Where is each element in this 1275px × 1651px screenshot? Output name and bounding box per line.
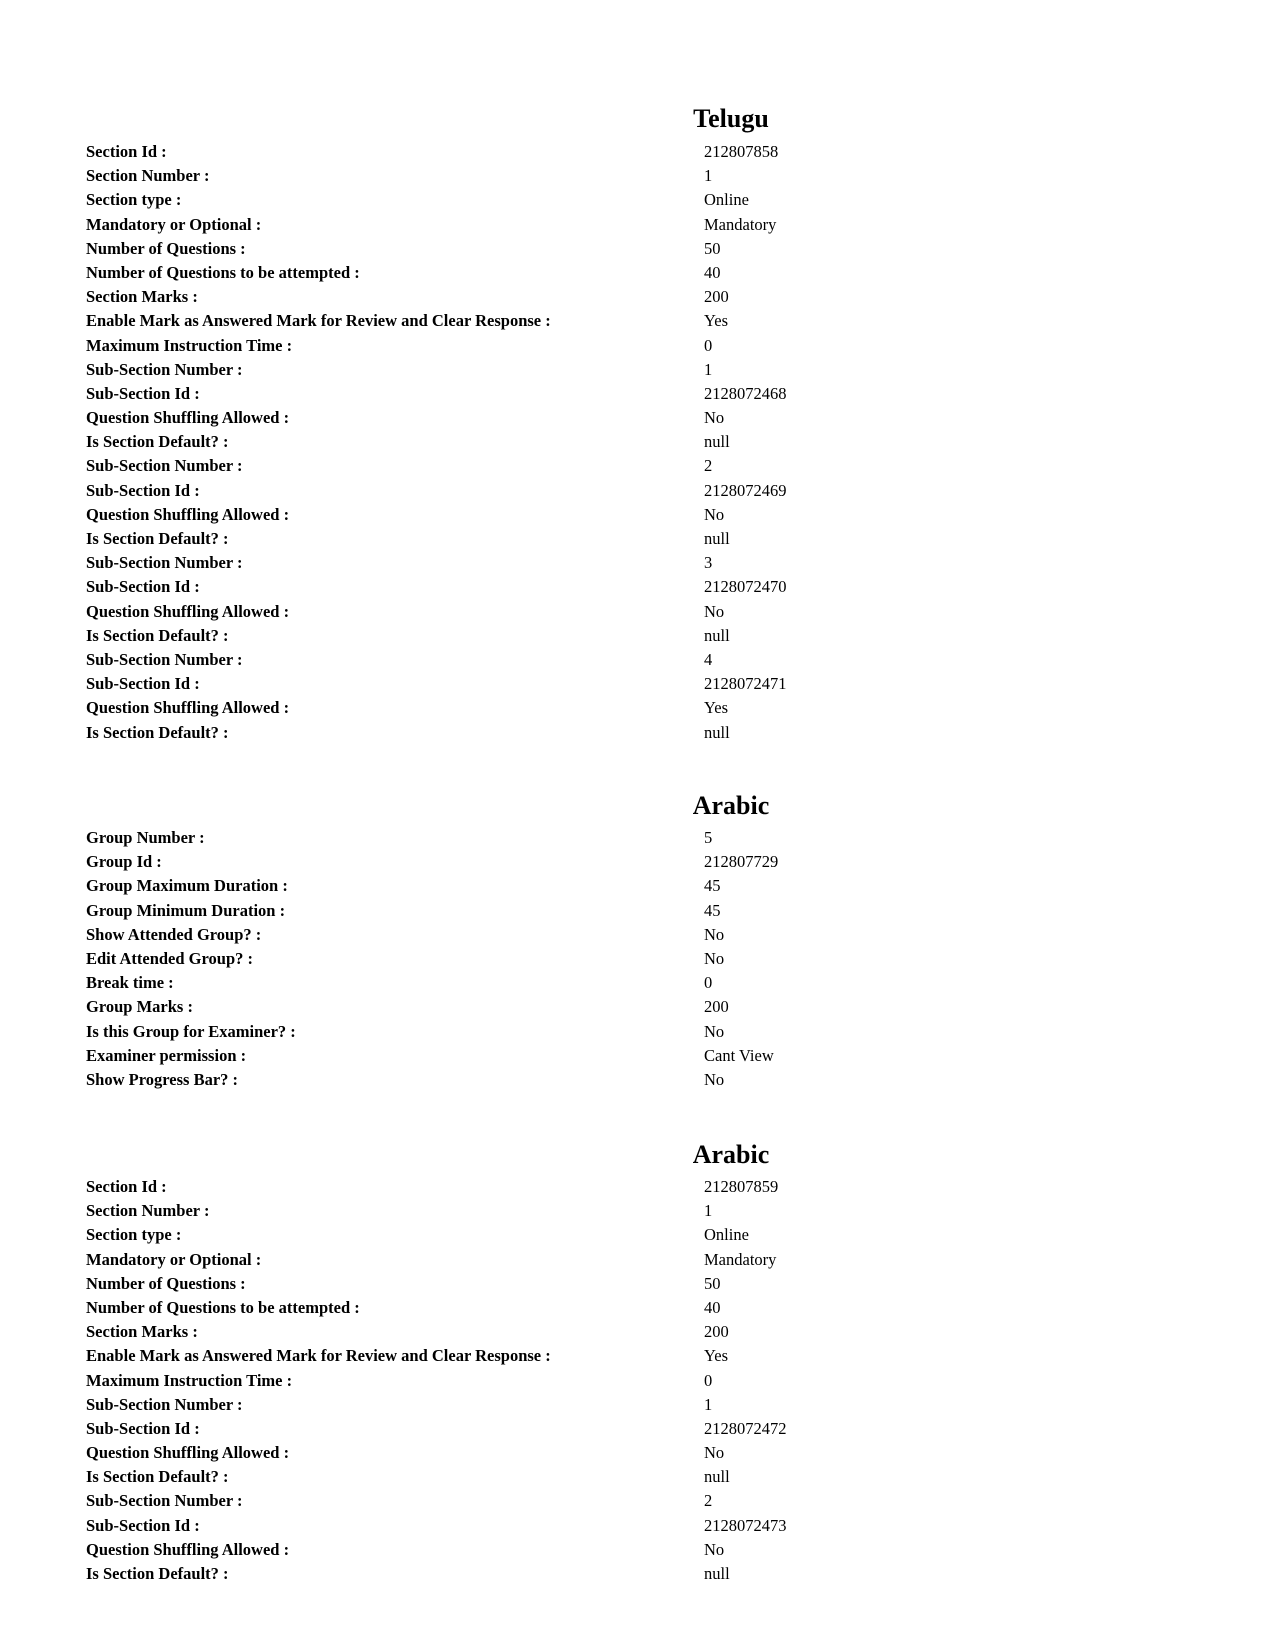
detail-row [86, 1419, 1186, 1443]
detail-row [86, 1371, 1186, 1395]
detail-row [86, 1395, 1186, 1419]
detail-value: 2128072469 [704, 480, 787, 500]
detail-row [86, 698, 1186, 722]
detail-label: Sub-Section Id : [86, 1515, 200, 1535]
detail-label: Show Progress Bar? : [86, 1069, 239, 1089]
detail-value: 0 [704, 973, 713, 993]
detail-label: Sub-Section Id : [86, 480, 200, 500]
section-details-list [86, 1177, 1186, 1588]
detail-row [86, 263, 1186, 287]
detail-label: Is Section Default? : [86, 1467, 229, 1487]
detail-label: Question Shuffling Allowed : [86, 1443, 290, 1463]
section-title: Arabic [692, 1140, 770, 1169]
detail-label: Edit Attended Group? : [86, 948, 254, 968]
detail-label: Is Section Default? : [86, 432, 229, 452]
detail-label: Mandatory or Optional : [86, 214, 262, 234]
detail-value: 2128072473 [704, 1515, 787, 1535]
detail-value: Yes [704, 1346, 729, 1366]
detail-row [86, 287, 1186, 311]
detail-value: 2128072470 [704, 577, 787, 597]
detail-row [86, 1022, 1186, 1046]
detail-label: Is this Group for Examiner? : [86, 1021, 296, 1041]
detail-value: Mandatory [704, 214, 777, 234]
detail-label: Maximum Instruction Time : [86, 1370, 293, 1390]
detail-label: Is Section Default? : [86, 529, 229, 548]
detail-value: No [704, 1069, 725, 1089]
section-title: Telugu [693, 104, 769, 133]
detail-row [86, 456, 1186, 480]
detail-label: Section Number : [86, 166, 210, 186]
detail-value: Online [704, 1225, 749, 1245]
detail-value: 212807858 [704, 142, 779, 161]
detail-value: No [704, 504, 725, 524]
detail-value: Mandatory [704, 1249, 777, 1269]
detail-value: No [704, 601, 725, 621]
detail-row [86, 505, 1186, 529]
detail-row [86, 336, 1186, 360]
detail-label: Number of Questions to be attempted : [86, 1297, 360, 1317]
detail-row [86, 239, 1186, 263]
detail-label: Sub-Section Number : [86, 359, 243, 379]
detail-value: 2128072472 [704, 1418, 787, 1438]
detail-row [86, 1516, 1186, 1540]
detail-label: Group Marks : [86, 997, 193, 1017]
detail-value: 45 [704, 900, 721, 920]
detail-row [86, 1250, 1186, 1274]
detail-label: Sub-Section Id : [86, 1418, 200, 1438]
detail-value: 50 [704, 238, 721, 258]
detail-value: Online [704, 190, 749, 210]
detail-row [86, 408, 1186, 432]
detail-value: 200 [704, 997, 729, 1017]
detail-value: null [704, 1564, 730, 1583]
detail-value: Yes [704, 311, 729, 331]
detail-label: Number of Questions : [86, 1273, 246, 1293]
detail-label: Sub-Section Id : [86, 383, 200, 403]
detail-row [86, 674, 1186, 698]
group-title: Arabic [692, 791, 770, 820]
detail-label: Sub-Section Id : [86, 674, 200, 694]
detail-row [86, 973, 1186, 997]
detail-label: Mandatory or Optional : [86, 1249, 262, 1269]
detail-row [86, 997, 1186, 1021]
detail-row [86, 1298, 1186, 1322]
detail-row [86, 1443, 1186, 1467]
detail-row [86, 432, 1186, 456]
detail-value: 200 [704, 287, 729, 307]
detail-row [86, 925, 1186, 949]
detail-row [86, 577, 1186, 601]
detail-label: Sub-Section Number : [86, 1394, 243, 1414]
detail-label: Sub-Section Number : [86, 649, 243, 669]
detail-row [86, 190, 1186, 214]
detail-value: 45 [704, 876, 721, 896]
detail-row [86, 1491, 1186, 1515]
detail-row [86, 602, 1186, 626]
detail-row [86, 215, 1186, 239]
detail-value: No [704, 1539, 725, 1559]
detail-row [86, 650, 1186, 674]
detail-row [86, 1225, 1186, 1249]
detail-row [86, 1467, 1186, 1491]
detail-label: Group Number : [86, 828, 205, 847]
detail-label: Examiner permission : [86, 1045, 247, 1065]
detail-row [86, 142, 1186, 166]
detail-row [86, 360, 1186, 384]
detail-value: 200 [704, 1322, 729, 1342]
detail-value: No [704, 924, 725, 944]
detail-value: 3 [704, 553, 713, 573]
detail-row [86, 723, 1186, 747]
detail-value: null [704, 1467, 730, 1487]
group-details-list [86, 828, 1186, 1094]
detail-value: 1 [704, 359, 713, 379]
detail-value: 0 [704, 335, 713, 355]
detail-label: Section Marks : [86, 1322, 198, 1342]
detail-value: No [704, 948, 725, 968]
detail-row [86, 1201, 1186, 1225]
detail-row [86, 828, 1186, 852]
detail-label: Section Id : [86, 1177, 167, 1196]
detail-value: 2128072468 [704, 383, 787, 403]
detail-value: Cant View [704, 1045, 774, 1065]
detail-value: 40 [704, 262, 721, 282]
detail-label: Sub-Section Number : [86, 1491, 243, 1511]
detail-row [86, 529, 1186, 553]
detail-value: Yes [704, 698, 729, 718]
detail-label: Number of Questions : [86, 238, 246, 258]
detail-label: Section Marks : [86, 287, 198, 307]
detail-label: Sub-Section Number : [86, 553, 243, 573]
detail-label: Enable Mark as Answered Mark for Review and Clear Response : [86, 1346, 551, 1366]
detail-label: Sub-Section Number : [86, 456, 243, 476]
detail-value: null [704, 529, 730, 548]
detail-value: null [704, 625, 730, 645]
detail-value: No [704, 1443, 725, 1463]
detail-value: 1 [704, 1201, 713, 1221]
detail-row [86, 876, 1186, 900]
detail-row [86, 626, 1186, 650]
detail-row [86, 553, 1186, 577]
detail-value: No [704, 408, 725, 428]
detail-value: null [704, 432, 730, 452]
detail-label: Number of Questions to be attempted : [86, 262, 360, 282]
detail-row [86, 1540, 1186, 1564]
section-details-list [86, 142, 1186, 747]
detail-label: Maximum Instruction Time : [86, 335, 293, 355]
detail-value: No [704, 1021, 725, 1041]
detail-label: Is Section Default? : [86, 722, 229, 742]
detail-label: Section Number : [86, 1201, 210, 1221]
detail-value: 5 [704, 828, 713, 847]
detail-label: Is Section Default? : [86, 625, 229, 645]
detail-value: null [704, 722, 730, 742]
detail-value: 2128072471 [704, 674, 787, 694]
detail-label: Question Shuffling Allowed : [86, 504, 290, 524]
detail-value: 4 [704, 649, 713, 669]
detail-row [86, 1046, 1186, 1070]
detail-value: 50 [704, 1273, 721, 1293]
detail-row [86, 1274, 1186, 1298]
detail-value: 0 [704, 1370, 713, 1390]
detail-row [86, 1564, 1186, 1588]
detail-row [86, 1070, 1186, 1094]
detail-label: Sub-Section Id : [86, 577, 200, 597]
detail-label: Group Id : [86, 852, 162, 872]
detail-row [86, 166, 1186, 190]
detail-row [86, 384, 1186, 408]
detail-row [86, 852, 1186, 876]
detail-row [86, 949, 1186, 973]
detail-label: Enable Mark as Answered Mark for Review and Clear Response : [86, 311, 551, 331]
detail-label: Group Minimum Duration : [86, 900, 286, 920]
detail-label: Section type : [86, 190, 182, 210]
detail-row [86, 481, 1186, 505]
detail-label: Group Maximum Duration : [86, 876, 288, 896]
detail-row [86, 311, 1186, 335]
detail-value: 212807859 [704, 1177, 779, 1196]
detail-row [86, 901, 1186, 925]
detail-label: Section Id : [86, 142, 167, 161]
detail-label: Show Attended Group? : [86, 924, 262, 944]
detail-label: Is Section Default? : [86, 1564, 229, 1583]
detail-label: Question Shuffling Allowed : [86, 408, 290, 428]
detail-label: Break time : [86, 973, 174, 993]
detail-label: Question Shuffling Allowed : [86, 698, 290, 718]
detail-value: 212807729 [704, 852, 779, 872]
detail-value: 1 [704, 166, 713, 186]
detail-value: 40 [704, 1297, 721, 1317]
detail-row [86, 1346, 1186, 1370]
detail-label: Question Shuffling Allowed : [86, 1539, 290, 1559]
detail-value: 2 [704, 456, 713, 476]
detail-value: 2 [704, 1491, 713, 1511]
detail-label: Question Shuffling Allowed : [86, 601, 290, 621]
detail-label: Section type : [86, 1225, 182, 1245]
detail-row [86, 1322, 1186, 1346]
detail-value: 1 [704, 1394, 713, 1414]
detail-row [86, 1177, 1186, 1201]
